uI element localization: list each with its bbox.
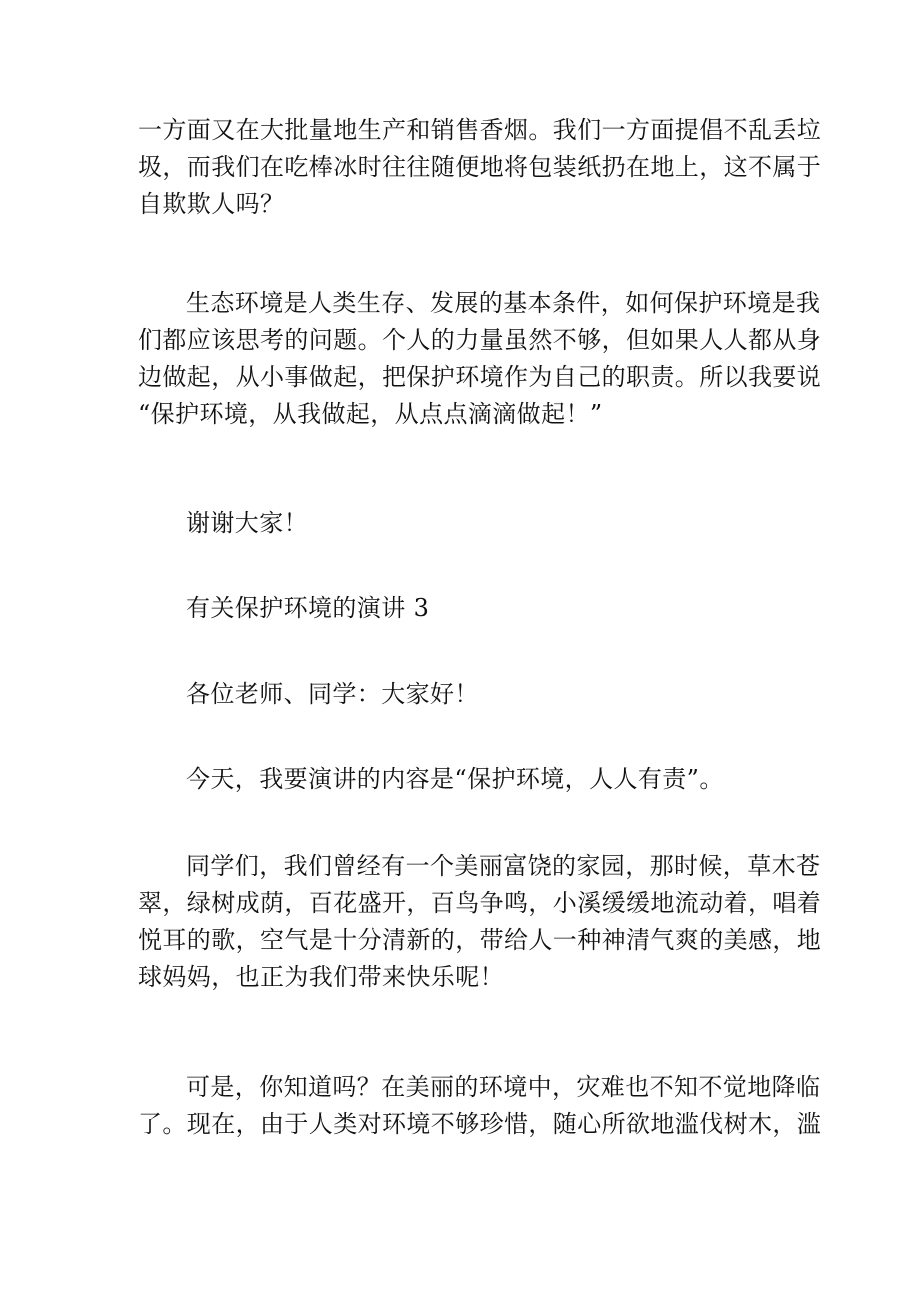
text-line: 有关保护环境的演讲 3 <box>186 594 430 622</box>
paragraph-continuation <box>138 112 821 223</box>
text-line: 同学们，我们曾经有一个美丽富饶的家园，那时候，草木苍 <box>186 852 821 880</box>
paragraph-topic <box>186 761 724 798</box>
text-line: 一方面又在大批量地生产和销售香烟。我们一方面提倡不乱丢垃 <box>138 116 822 144</box>
text-line: 悦耳的歌，空气是十分清新的，带给人一种神清气爽的美感，地 <box>138 926 822 954</box>
text-line: 边做起，从小事做起，把保护环境作为自己的职责。所以我要说 <box>138 363 822 391</box>
text-line: 可是，你知道吗？在美丽的环境中，灾难也不知不觉地降临 <box>186 1073 821 1101</box>
text-line: 了。现在，由于人类对环境不够珍惜，随心所欲地滥伐树木，滥 <box>138 1110 822 1138</box>
paragraph-environment <box>138 285 821 433</box>
text-line: 圾，而我们在吃棒冰时往往随便地将包装纸扔在地上，这不属于 <box>138 153 822 181</box>
text-line: 们都应该思考的问题。个人的力量虽然不够，但如果人人都从身 <box>138 326 822 354</box>
text-line: 今天，我要演讲的内容是“保护环境，人人有责”。 <box>186 765 724 793</box>
text-line: 生态环境是人类生存、发展的基本条件，如何保护环境是我 <box>186 289 821 317</box>
text-line: 谢谢大家！ <box>186 509 308 537</box>
text-line: 球妈妈，也正为我们带来快乐呢！ <box>138 963 504 991</box>
paragraph-thanks <box>186 505 308 542</box>
speech-title <box>186 590 429 627</box>
text-line: 翠，绿树成荫，百花盛开，百鸟争鸣，小溪缓缓地流动着，唱着 <box>138 889 822 917</box>
paragraph-homeland <box>138 848 821 996</box>
text-line: “保护环境，从我做起，从点点滴滴做起！” <box>138 400 603 428</box>
paragraph-disaster <box>138 1069 821 1143</box>
text-line: 各位老师、同学：大家好！ <box>186 680 479 708</box>
paragraph-greeting <box>186 676 479 713</box>
text-line: 自欺欺人吗？ <box>138 190 285 218</box>
